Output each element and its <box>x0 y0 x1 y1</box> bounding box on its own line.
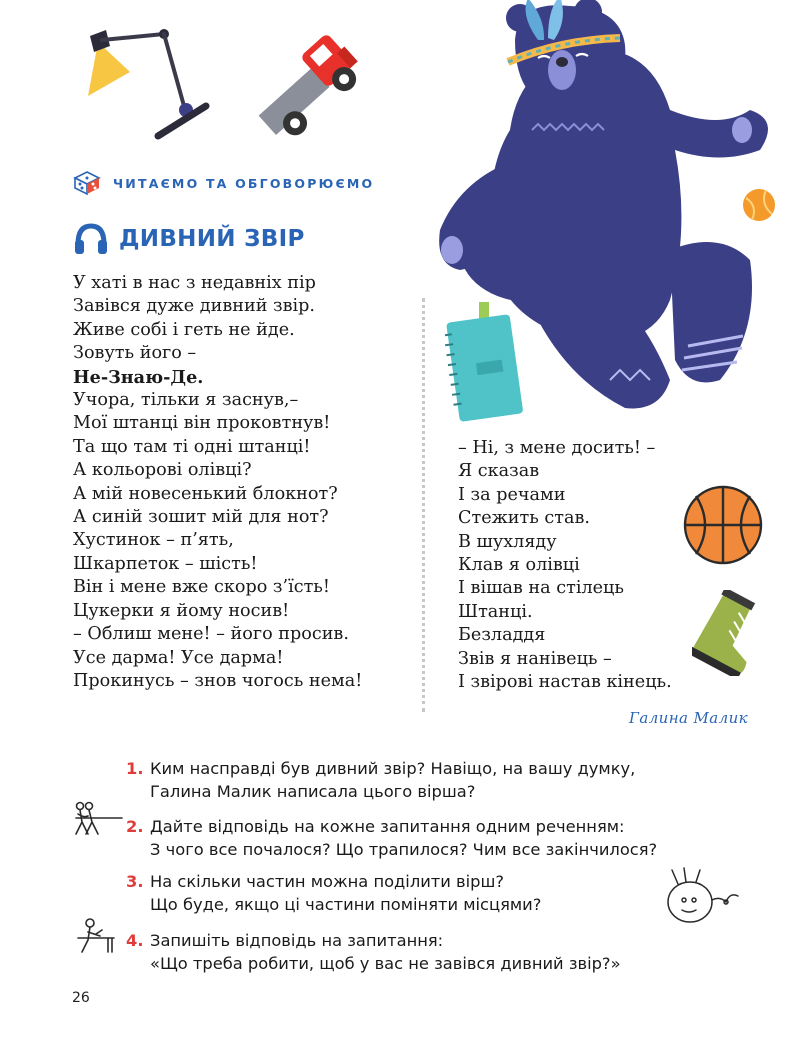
tug-of-war-icon <box>72 800 124 840</box>
poem-line: – Ні, з мене досить! – <box>458 438 656 458</box>
desk-lamp-icon <box>80 24 215 142</box>
question-text: Галина Малик написала цього вірша? <box>150 782 476 801</box>
boot-icon <box>692 590 764 676</box>
headphones-icon[interactable] <box>73 222 109 256</box>
poem-line: Я сказав <box>458 461 540 482</box>
basketball-icon <box>682 484 764 566</box>
poem-line: Звів я нанівець – <box>458 648 612 669</box>
poem-line: Учора, тільки я заснув,– <box>73 390 299 411</box>
doodle-creature-icon <box>660 866 740 926</box>
question-text: На скільки частин можна поділити вірш? <box>150 872 505 891</box>
page-number: 26 <box>72 990 90 1006</box>
question-2 <box>126 815 657 861</box>
poem-line: Живе собі і геть не йде. <box>73 319 295 340</box>
poem-line: Безладдя <box>458 625 546 646</box>
poem-line: Мої штанці він проковтнув! <box>73 413 331 434</box>
question-text: З чого все почалося? Що трапилося? Чим все закінчилося? <box>150 840 658 859</box>
poem-line: І звірові настав кінець. <box>458 672 672 693</box>
poem-line: Та що там ті одні штанці! <box>73 436 311 457</box>
question-text: Ким насправді був дивний звір? Навіщо, на вашу думку, <box>150 759 636 778</box>
dice-icon <box>73 170 101 196</box>
poem-line: Прокинусь – знов чогось нема! <box>73 670 363 691</box>
tennis-ball-icon <box>740 186 778 224</box>
poem-line: У хаті в нас з недавніх пір <box>73 273 316 293</box>
section-label-text: ЧИТАЄМО ТА ОБГОВОРЮЄМО <box>113 175 375 191</box>
toy-truck-icon <box>240 20 370 145</box>
poem-line: А мій новесенький блокнот? <box>73 483 338 504</box>
poem-line: Шкарпеток – шість! <box>73 553 258 574</box>
question-number: 1. <box>126 759 144 778</box>
poem-line: Клав я олівці <box>458 555 580 576</box>
question-3 <box>126 870 541 916</box>
question-4 <box>126 929 621 975</box>
writing-child-icon <box>72 916 120 956</box>
section-label <box>73 170 374 196</box>
poem-column-2 <box>458 437 672 694</box>
question-1 <box>126 757 635 803</box>
poem-line: Штанці. <box>458 601 533 622</box>
poem-line: Зовуть його – <box>73 343 197 364</box>
poem-line: – Облиш мене! – його просив. <box>73 624 349 645</box>
poem-line: Завівся дуже дивний звір. <box>73 296 316 317</box>
question-text: Запишіть відповідь на запитання: <box>150 931 444 950</box>
poem-line: Не-Знаю-Де. <box>73 366 204 388</box>
question-number: 2. <box>126 817 144 836</box>
question-text: Дайте відповідь на кожне запитання одним реченням: <box>150 817 625 836</box>
poem-line: І вішав на стілець <box>458 578 624 599</box>
page-title <box>73 222 305 256</box>
poem-line: Стежить став. <box>458 508 590 529</box>
column-divider <box>422 298 425 712</box>
question-number: 3. <box>126 872 144 891</box>
question-number: 4. <box>126 931 144 950</box>
title-text: ДИВНИЙ ЗВІР <box>119 226 305 252</box>
question-text: Що буде, якщо ці частини поміняти місцями? <box>150 895 542 914</box>
poem-line: А кольорові олівці? <box>73 460 252 481</box>
poem-author: Галина Малик <box>629 709 748 727</box>
notebook-icon <box>445 300 525 425</box>
question-text: «Що треба робити, щоб у вас не завівся дивний звір?» <box>150 954 621 973</box>
poem-line: Цукерки я йому носив! <box>73 600 290 621</box>
poem-line: І за речами <box>458 484 566 505</box>
poem-line: Хустинок – п’ять, <box>73 530 234 551</box>
poem-line: В шухляду <box>458 531 557 552</box>
poem-line: Усе дарма! Усе дарма! <box>73 647 284 668</box>
poem-line: А синій зошит мій для нот? <box>73 507 329 528</box>
poem-column-1 <box>73 272 362 693</box>
poem-line: Він і мене вже скоро з’їсть! <box>73 577 330 598</box>
